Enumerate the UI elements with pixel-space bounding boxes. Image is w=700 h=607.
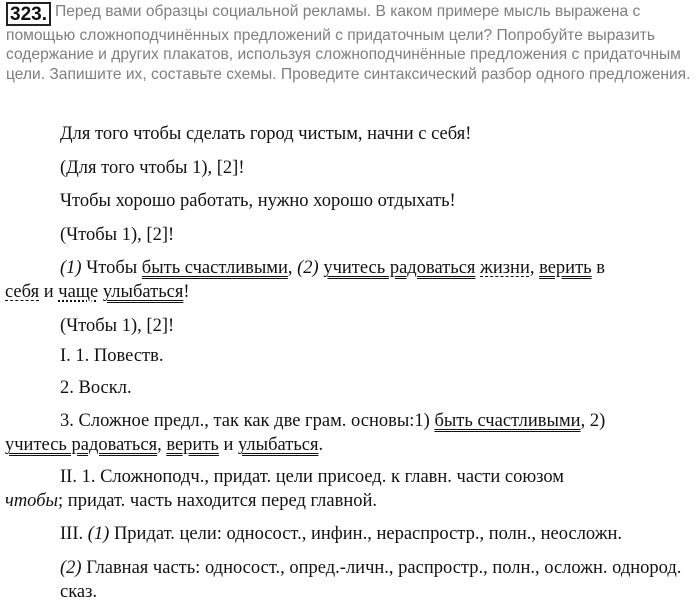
part-marker-2: (2) [297,258,319,278]
parse-point-6 [5,556,695,604]
p3-sep: , 2) [580,411,606,431]
parse-point-4 [5,465,695,513]
task-text-block [6,2,696,84]
s3-comma-1: , [287,258,293,278]
p4-line-1: II. 1. Сложноподч., придат. цели присоед. к главн. части союзом [60,467,564,487]
parse-point-3 [5,409,695,457]
parse-point-2: 2. Воскл. [60,378,132,398]
s3-predicate-1: быть счастливыми [141,258,288,278]
p5-marker: (1) [87,524,110,544]
s3-adverbial: чаще [58,282,99,302]
s3-and: и [43,282,54,302]
task-number: 323. [6,2,51,26]
p5-roman: III. [60,524,84,544]
s3-exclamation: ! [183,282,190,302]
p6-text: Главная часть: односост., опред.-личн., распростр., полн., осложн. однород. сказ. [60,558,682,602]
p3-predicate-2: учитесь радоваться [5,435,158,455]
p4-rest: ; придат. часть находится перед главной. [58,491,378,511]
schema-3: (Чтобы 1), [2]! [60,316,175,336]
s3-predicate-3: верить [539,258,592,278]
schema-1: (Для того чтобы 1), [2]! [60,158,245,178]
s3-predicate-2: учитесь радоваться [323,258,476,278]
s3-predicate-4: улыбаться [102,282,184,302]
p3-text: 3. Сложное предл., так как две грам. основы:1) [60,411,430,431]
parse-point-5 [5,522,700,546]
schema-2: (Чтобы 1), [2]! [60,225,175,245]
s3-preposition: в [596,258,605,278]
p3-dot: . [318,435,324,455]
s3-object-1: жизни [480,258,530,278]
p5-text: Придат. цели: односост., инфин., нераспростр., полн., неосложн. [113,524,623,544]
sentence-1: Для того чтобы сделать город чистым, начни с себя! [60,124,472,144]
p3-predicate-4: улыбаться [238,435,319,455]
sentence-2: Чтобы хорошо работать, нужно хорошо отдыхать! [60,191,456,211]
p3-predicate-1: быть счастливыми [434,411,581,431]
sentence-3 [5,256,695,304]
s3-conjunction: Чтобы [86,258,138,278]
p3-predicate-3: верить [166,435,219,455]
p4-conjunction: чтобы [5,491,59,511]
task-instruction: Перед вами образцы социальной рекламы. В каком примере мысль выражена с помощью сложноподчинённых предложений с придаточным цели? Попробуйте выразить содержание и других плакатов, используя сложноподчинённые предложения с придаточным цели. Запишите их, составьте схемы. Проведите синтаксический разбор одного предложения. [6,3,691,83]
p3-and: и [223,435,234,455]
s3-object-2: себя [5,282,40,302]
part-marker-1: (1) [60,258,82,278]
s3-comma-2: , [529,258,535,278]
parse-point-1: I. 1. Повеств. [60,346,164,366]
p6-marker: (2) [60,558,82,578]
p3-comma: , [157,435,162,455]
